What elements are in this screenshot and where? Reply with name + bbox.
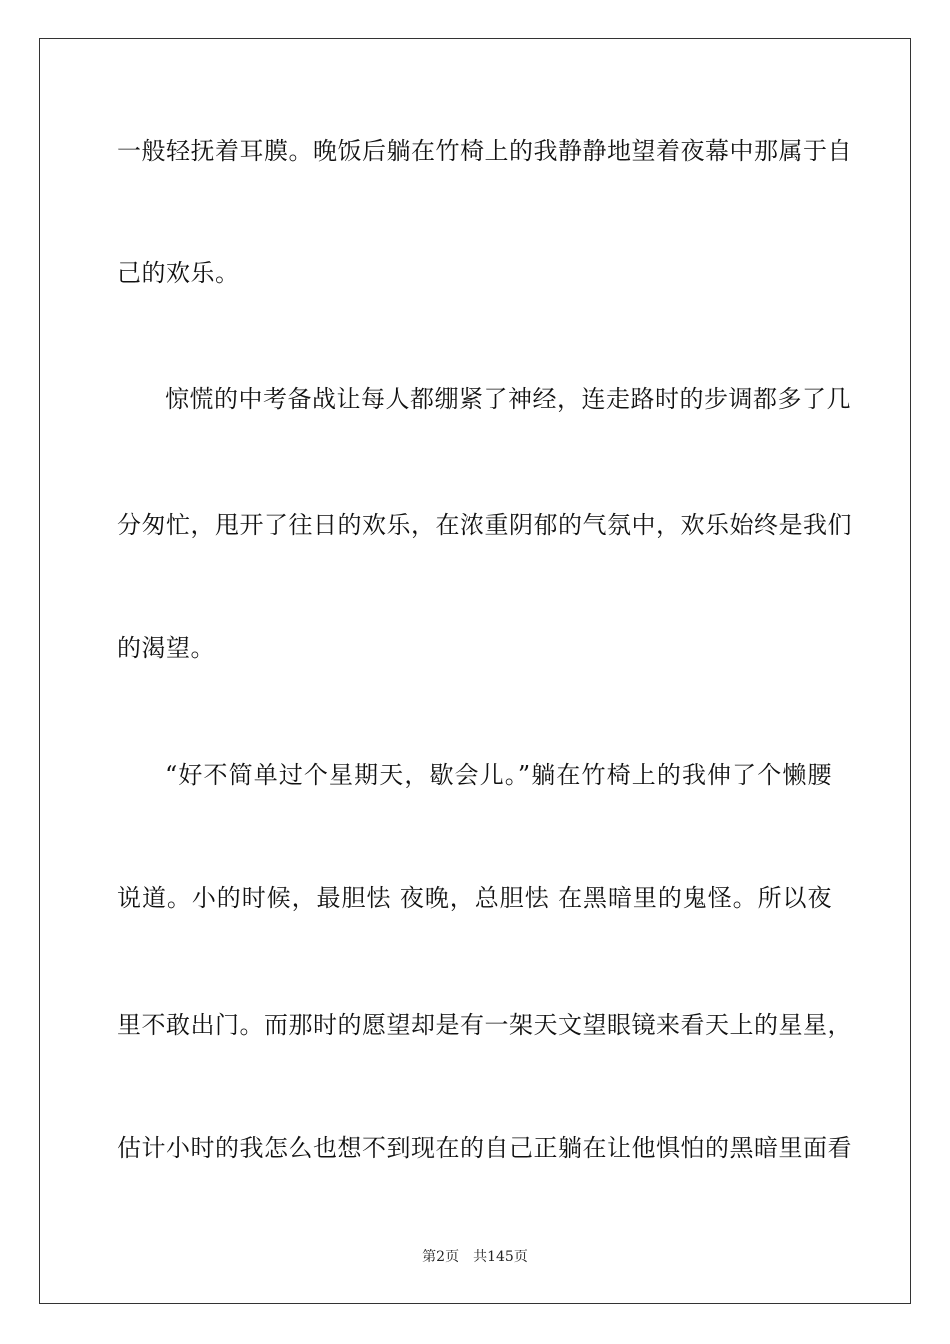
page-total: 共145页 bbox=[473, 1249, 528, 1265]
text-line-8: 里不敢出门。而那时的愿望却是有一架天文望眼镜来看天上的星星， bbox=[117, 1011, 852, 1039]
text-line-7: 说道。小的时候，最胆怯 夜晚，总胆怯 在黑暗里的鬼怪。所以夜 bbox=[117, 884, 832, 912]
page-footer bbox=[0, 1248, 950, 1266]
text-line-9: 估计小时的我怎么也想不到现在的自己正躺在让他惧怕的黑暗里面看 bbox=[117, 1134, 852, 1162]
page-number: 第2页 bbox=[422, 1249, 460, 1265]
text-line-4: 分匆忙，甩开了往日的欢乐，在浓重阴郁的气氛中，欢乐始终是我们 bbox=[117, 511, 852, 539]
text-line-3: 惊慌的中考备战让每人都绷紧了神经，连走路时的步调都多了几 bbox=[165, 385, 851, 413]
text-line-1: 一般轻抚着耳膜。晚饭后躺在竹椅上的我静静地望着夜幕中那属于自 bbox=[117, 137, 852, 165]
text-line-6: “好不简单过个星期天，歇会儿。”躺在竹椅上的我伸了个懒腰 bbox=[165, 761, 832, 789]
page-frame bbox=[39, 38, 911, 1304]
text-line-2: 己的欢乐。 bbox=[117, 259, 240, 287]
text-line-5: 的渴望。 bbox=[117, 634, 215, 662]
